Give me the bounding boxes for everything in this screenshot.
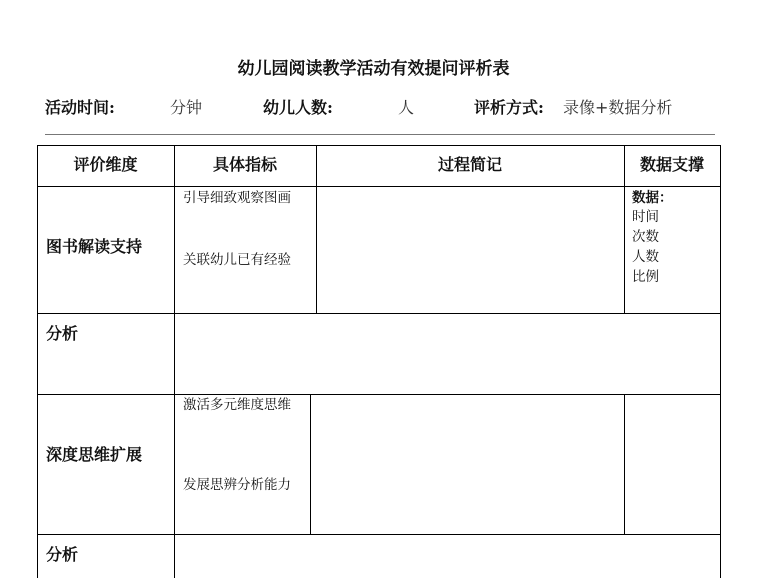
table-border-left [37,145,38,578]
children-count-value: 人 [398,98,415,117]
data-item: 比例 [632,269,659,285]
header-data-support: 数据支撑 [639,155,704,174]
page-title: 幼儿园阅读教学活动有效提问评析表 [237,59,510,79]
header-dimension: 评价维度 [73,155,138,174]
children-count-label: 幼儿人数: [263,98,333,117]
evaluation-method-value: 录像+数据分析 [563,98,673,117]
table-line [37,313,721,314]
table-border-top [37,145,721,146]
table-line [37,186,721,187]
activity-time-label: 活动时间: [45,98,115,117]
data-support-title: 数据： [632,190,673,206]
table-line [624,394,625,534]
dimension-deep-thinking: 深度思维扩展 [46,445,143,464]
table-line [174,145,175,578]
header-indicator: 具体指标 [212,155,277,174]
data-item: 时间 [632,209,659,225]
indicator-item: 激活多元维度思维 [183,397,291,413]
dimension-book-interpretation: 图书解读支持 [46,237,143,256]
table-line [37,394,721,395]
analysis-label: 分析 [46,324,79,343]
analysis-label: 分析 [46,545,79,564]
header-process-notes: 过程简记 [437,155,502,174]
indicator-item: 引导细致观察图画 [183,190,291,206]
table-border-right [720,145,721,578]
table-line [310,394,311,534]
data-item: 人数 [632,249,659,265]
indicator-item: 关联幼儿已有经验 [183,252,291,268]
header-divider [45,134,715,135]
evaluation-method-label: 评析方式: [474,98,544,117]
activity-time-value: 分钟 [170,98,203,117]
table-line [37,534,721,535]
indicator-item: 发展思辨分析能力 [183,477,291,493]
data-item: 次数 [632,229,659,245]
